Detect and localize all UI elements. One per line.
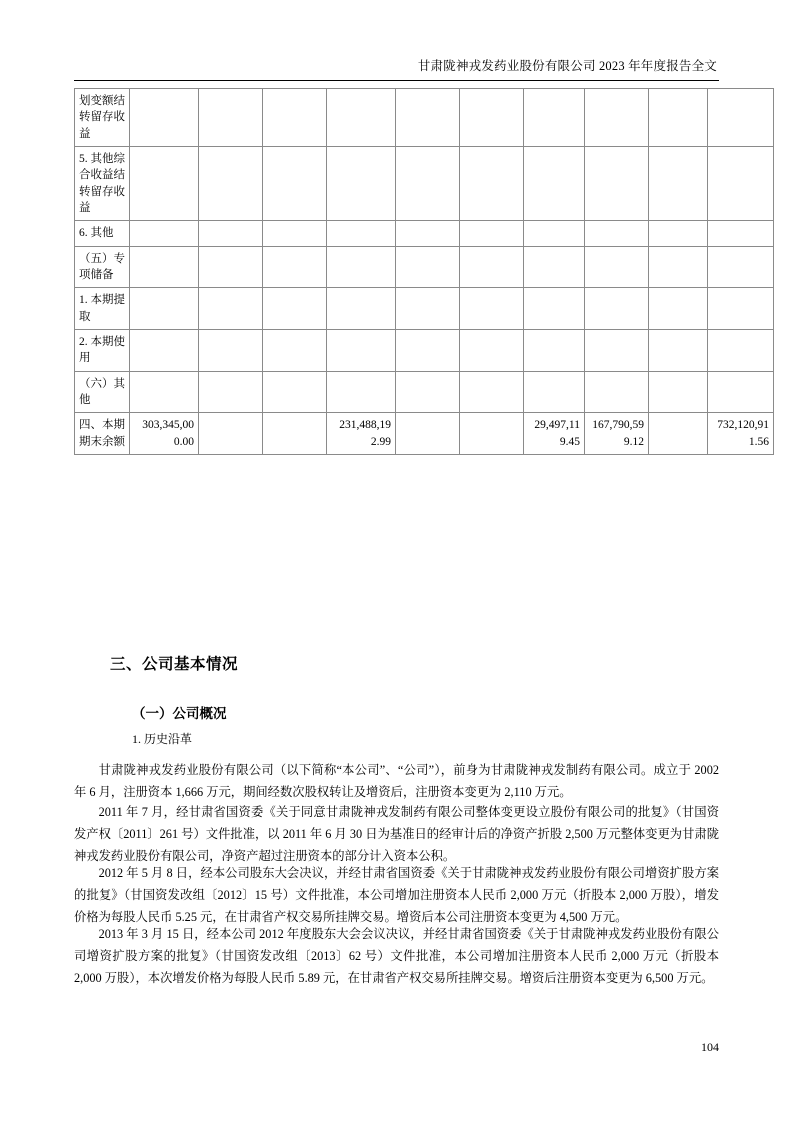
row-cell	[460, 288, 524, 330]
row-cell	[460, 146, 524, 220]
row-label: 四、本期期末余额	[75, 413, 130, 455]
row-cell	[585, 371, 649, 413]
row-label: 5. 其他综合收益结转留存收益	[75, 146, 130, 220]
row-cell	[396, 371, 460, 413]
row-cell	[649, 246, 708, 288]
section-heading: 三、公司基本情况	[110, 656, 239, 673]
row-cell	[396, 246, 460, 288]
row-cell	[327, 288, 396, 330]
row-cell	[708, 288, 774, 330]
row-cell	[649, 221, 708, 246]
row-cell	[460, 221, 524, 246]
row-cell	[199, 221, 263, 246]
row-cell	[130, 221, 199, 246]
row-cell	[460, 89, 524, 147]
equity-change-table	[74, 88, 774, 455]
row-cell	[585, 329, 649, 371]
paragraph-history-1: 甘肃陇神戎发药业股份有限公司（以下简称“本公司”、“公司”），前身为甘肃陇神戎发制药有限公司。成立于 2002 年 6 月，注册资本 1,666 万元，期间经数次股权转让及增资后，注册资本变更为 2,110 万元。	[74, 763, 719, 800]
row-cell	[263, 288, 327, 330]
row-cell	[524, 221, 585, 246]
paragraph-history-4: 2013 年 3 月 15 日，经本公司 2012 年度股东大会会议决议，并经甘肃省国资委《关于甘肃陇神戎发药业股份有限公司增资扩股方案的批复》（甘国资发改组〔2013〕62 号）文件批准，本公司增加注册资本人民币 2,000 万元（折股本 2,000 万股），本次增发价格为每股人民币 5.89 元，在甘肃省产权交易所挂牌交易。增资后注册资本变更为 6,500 万元。	[74, 927, 719, 986]
row-label: 划变额结转留存收益	[75, 89, 130, 147]
row-label: （六）其他	[75, 371, 130, 413]
table-row	[75, 329, 774, 371]
row-label: 6. 其他	[75, 221, 130, 246]
subsection-heading: （一）公司概况	[132, 706, 227, 721]
page-number: 104	[701, 1040, 719, 1054]
row-cell	[585, 246, 649, 288]
row-cell	[649, 329, 708, 371]
row-cell	[708, 89, 774, 147]
row-cell	[708, 221, 774, 246]
row-cell	[585, 288, 649, 330]
row-cell	[327, 329, 396, 371]
table-body	[75, 89, 774, 455]
row-cell: 167,790,599.12	[585, 413, 649, 455]
row-cell	[199, 246, 263, 288]
financial-table-container	[74, 88, 769, 455]
table-row	[75, 246, 774, 288]
table-row	[75, 89, 774, 147]
row-label: 1. 本期提取	[75, 288, 130, 330]
row-cell	[708, 246, 774, 288]
row-cell	[396, 413, 460, 455]
row-cell	[327, 371, 396, 413]
row-cell	[263, 329, 327, 371]
row-cell	[708, 146, 774, 220]
row-cell	[327, 221, 396, 246]
table-row	[75, 146, 774, 220]
row-cell	[524, 89, 585, 147]
row-cell	[327, 246, 396, 288]
row-cell	[460, 413, 524, 455]
row-cell	[524, 146, 585, 220]
row-cell: 231,488,192.99	[327, 413, 396, 455]
page-header: 甘肃陇神戎发药业股份有限公司 2023 年年度报告全文	[417, 59, 717, 73]
row-cell	[263, 146, 327, 220]
row-cell: 732,120,911.56	[708, 413, 774, 455]
item-number-label: 1. 历史沿革	[132, 732, 193, 746]
row-cell	[130, 288, 199, 330]
row-cell	[708, 371, 774, 413]
row-cell	[130, 246, 199, 288]
row-cell	[263, 89, 327, 147]
row-cell	[396, 329, 460, 371]
row-cell	[199, 146, 263, 220]
row-cell	[524, 246, 585, 288]
row-cell	[396, 221, 460, 246]
row-cell	[130, 146, 199, 220]
row-cell	[130, 89, 199, 147]
paragraph-history-2: 2011 年 7 月，经甘肃省国资委《关于同意甘肃陇神戎发制药有限公司整体变更设立股份有限公司的批复》（甘国资发产权〔2011〕261 号）文件批准，以 2011 年 6 月 30 日为基准日的经审计后的净资产折股 2,500 万元整体变更为甘肃陇神戎发药业股份有限公司，净资产超过注册资本的部分计入资本公积。	[74, 805, 719, 864]
row-cell	[649, 413, 708, 455]
row-cell	[524, 329, 585, 371]
row-cell	[649, 288, 708, 330]
row-cell	[585, 89, 649, 147]
row-cell	[263, 246, 327, 288]
row-cell: 29,497,119.45	[524, 413, 585, 455]
row-cell	[396, 146, 460, 220]
row-cell	[708, 329, 774, 371]
row-cell	[199, 329, 263, 371]
table-row	[75, 221, 774, 246]
row-cell	[327, 146, 396, 220]
row-cell	[649, 146, 708, 220]
header-divider	[74, 80, 719, 81]
row-cell	[263, 413, 327, 455]
row-label: （五）专项储备	[75, 246, 130, 288]
row-cell	[199, 371, 263, 413]
table-row-total	[75, 413, 774, 455]
table-row	[75, 288, 774, 330]
row-cell	[585, 146, 649, 220]
row-cell	[460, 371, 524, 413]
row-cell	[396, 89, 460, 147]
row-cell	[130, 329, 199, 371]
row-cell	[327, 89, 396, 147]
row-cell	[460, 329, 524, 371]
row-cell	[585, 221, 649, 246]
row-cell	[199, 288, 263, 330]
paragraph-history-3: 2012 年 5 月 8 日，经本公司股东大会决议，并经甘肃省国资委《关于甘肃陇神戎发药业股份有限公司增资扩股方案的批复》（甘国资发改组〔2012〕15 号）文件批准，本公司增加注册资本人民币 2,000 万元（折股本 2,000 万股），增发价格为每股人民币 5.25 元，在甘肃省产权交易所挂牌交易。增资后本公司注册资本变更为 4,500 万元。	[74, 866, 719, 925]
row-cell	[524, 288, 585, 330]
row-cell	[199, 89, 263, 147]
row-cell: 303,345,000.00	[130, 413, 199, 455]
row-cell	[396, 288, 460, 330]
row-cell	[524, 371, 585, 413]
row-cell	[649, 89, 708, 147]
row-cell	[199, 413, 263, 455]
row-cell	[263, 221, 327, 246]
row-cell	[649, 371, 708, 413]
row-label: 2. 本期使用	[75, 329, 130, 371]
row-cell	[130, 371, 199, 413]
row-cell	[460, 246, 524, 288]
table-row	[75, 371, 774, 413]
row-cell	[263, 371, 327, 413]
